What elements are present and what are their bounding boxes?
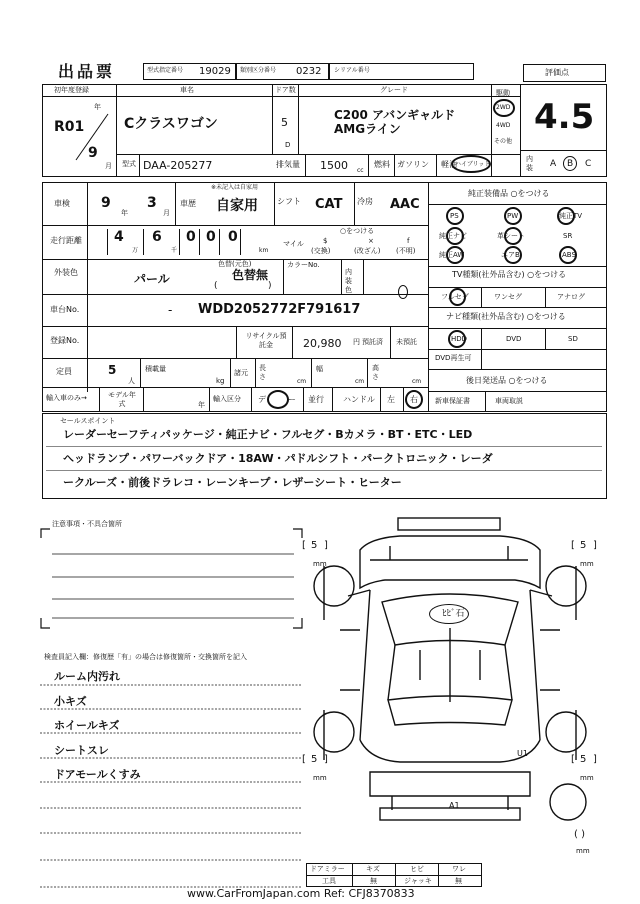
color-label: 外装色 <box>54 268 78 277</box>
capacity-value: 5 <box>108 363 117 377</box>
dvd-label: DVD再生可 <box>435 354 472 362</box>
notes-title: 注意事項・不具合箇所 <box>52 520 122 528</box>
equip-leather-circle <box>504 227 522 245</box>
drive-2wd-circle <box>493 99 515 117</box>
score-label: 評価点 <box>545 68 569 77</box>
form-title: 出品票 <box>58 62 116 81</box>
import-de: デ <box>258 395 266 404</box>
accessory-warranty: 新車保証書 <box>435 397 470 405</box>
fuel-label: 燃料 <box>374 160 390 169</box>
history-value: 自家用 <box>216 198 258 214</box>
car-diagram <box>300 510 600 840</box>
equip-aw: 純正AW <box>439 251 465 259</box>
length-label: 長さ <box>259 364 266 381</box>
accessory-title: 後日発送品 ○をつける <box>466 376 548 385</box>
equip-aw-circle <box>446 246 464 264</box>
equip-sr: SR <box>563 232 573 240</box>
legend-mirror: ドアミラー <box>310 865 345 873</box>
navi-hdd-circle <box>448 330 466 348</box>
displacement-unit: cc <box>357 167 364 174</box>
interior-label: 内装 <box>526 155 533 172</box>
legend-jack-value: 無 <box>455 877 462 885</box>
rear-mark-u1: U1 <box>517 749 528 758</box>
score-value: 4.5 <box>534 97 595 137</box>
legend-scratch: キズ <box>366 865 380 873</box>
equip-airbag: エアB <box>501 251 520 259</box>
model-value: DAA-205277 <box>143 159 213 172</box>
length-unit: cm <box>297 378 307 385</box>
recycle-value: 20,980 <box>303 337 342 350</box>
tread-fl-open: [ <box>302 540 306 551</box>
month: 9 <box>88 145 98 161</box>
month-unit: 月 <box>105 162 112 170</box>
fuel-light: 軽油 <box>441 160 457 169</box>
interior-a: A <box>550 159 557 169</box>
meter-label-exchange: (交換) <box>311 247 331 255</box>
mileage-digit-2: 6 <box>152 229 162 245</box>
tread-rr-open: [ <box>571 754 575 765</box>
load-label: 積載量 <box>145 365 166 373</box>
import-dash: ー <box>288 395 296 404</box>
tread-fl-unit: mm <box>313 560 327 568</box>
tread-rl-unit: mm <box>313 774 327 782</box>
history-label: 車歴 <box>180 199 196 208</box>
equip-ps: PS <box>450 212 459 220</box>
class-label: 類別区分番号 <box>240 67 277 74</box>
navi-hdd: HDD <box>451 335 468 343</box>
doors-label: ドア数 <box>275 86 296 94</box>
grade-line-2: AMGライン <box>334 122 401 136</box>
model-label: 型式 <box>122 160 136 168</box>
tread-fl: 5 <box>311 540 318 551</box>
accessory-manual: 車両取説 <box>495 397 523 405</box>
shift-label: シフト <box>277 197 301 206</box>
handle-right-circle <box>405 390 423 409</box>
footer-watermark: www.CarFromJapan.com Ref: CFJ8370833 <box>187 887 415 900</box>
shift-value: CAT <box>315 197 343 212</box>
windshield-mark-circle <box>429 604 469 624</box>
handle-right: 右 <box>410 395 418 404</box>
width-unit: cm <box>355 378 365 385</box>
capacity-label: 定員 <box>56 367 72 376</box>
vin-label: 車台No. <box>50 305 80 314</box>
meter-label-tamper: (改ざん) <box>354 247 381 255</box>
fuel-hybrid-circle <box>451 155 491 173</box>
color-paren-close: ) <box>268 281 272 291</box>
tread-rr: 5 <box>580 754 587 765</box>
tread-fr-unit: mm <box>580 560 594 568</box>
spare-bracket: ( ) <box>574 829 585 840</box>
capacity-unit: 人 <box>128 377 135 385</box>
interior-c: C <box>585 159 592 169</box>
grade-line-1: C200 アバンギャルド <box>334 108 456 122</box>
height-unit: cm <box>412 378 422 385</box>
mileage-unit-sen: 千 <box>171 247 178 254</box>
selling-line-2: ヘッドランプ・パワーバックドア・18AW・パドルシフト・パークトロニック・レーダ <box>63 452 493 465</box>
shaken-year-unit: 年 <box>121 209 128 217</box>
recycle-unit: 円 <box>353 338 360 346</box>
tread-fl-close: ] <box>324 540 328 551</box>
equip-ps-circle <box>446 207 464 225</box>
doors-unit: D <box>285 141 291 149</box>
equip-navi: 純正ナビ <box>439 232 467 240</box>
tread-rl-open: [ <box>302 754 306 765</box>
car-name: Cクラスワゴン <box>124 116 218 132</box>
tread-fr-close: ] <box>593 540 597 551</box>
first-reg-label: 初年度登録 <box>54 86 89 94</box>
tread-fr: 5 <box>580 540 587 551</box>
interior-b: B <box>567 159 574 169</box>
equip-tv-circle <box>557 207 575 225</box>
color-value: パール <box>134 272 170 286</box>
shaken-month: 3 <box>147 195 157 211</box>
import-de-circle <box>267 390 289 409</box>
serial-label: シリアル番号 <box>334 67 370 74</box>
legend-jack: ジャッキ <box>404 877 432 885</box>
equip-airbag-circle <box>504 246 522 264</box>
shaken-label: 車検 <box>54 199 70 208</box>
drive-2wd: 2WD <box>496 104 511 111</box>
drive-4wd: 4WD <box>496 122 511 129</box>
mileage-digit-3: 0 <box>186 229 196 245</box>
drive-label: 駆動 <box>496 89 510 97</box>
year-unit: 年 <box>94 103 101 111</box>
fuel-hybrid: ハイブリッド <box>455 161 491 168</box>
mileage-digit-1: 4 <box>114 229 124 245</box>
vin-dash: - <box>168 303 173 317</box>
tv-fullseg-circle <box>449 288 466 306</box>
legend-crack: ヒビ <box>410 865 424 873</box>
displacement-value: 1500 <box>320 159 348 172</box>
note-item-4: シートスレ <box>54 744 109 757</box>
color-orig-label: 色替(元色) <box>218 260 252 268</box>
tread-rl: 5 <box>311 754 318 765</box>
navi-title: ナビ種類(社外品含む) ○をつける <box>446 312 566 321</box>
mileage-unit-km: km <box>259 247 269 254</box>
selling-line-1: レーダーセーフティパッケージ・純正ナビ・フルセグ・Bカメラ・BT・ETC・LED <box>63 428 473 441</box>
equip-tv: 純正TV <box>559 212 583 220</box>
cooler-value: AAC <box>390 197 420 212</box>
navi-dvd: DVD <box>506 335 522 343</box>
legend-tools-value: 無 <box>370 877 377 885</box>
import-label: 輸入車のみ→ <box>46 394 87 402</box>
mileage-digit-4: 0 <box>206 229 216 245</box>
history-note: ※未記入は自家用 <box>211 184 259 191</box>
lot-label: 型式指定番号 <box>147 67 184 74</box>
tv-fullseg: フルセグ <box>441 293 469 301</box>
meter-opt-unknown: f <box>407 237 410 245</box>
legend-tools: 工具 <box>322 877 336 885</box>
selling-label: セールスポイント <box>60 417 116 425</box>
inspector-label: 検査員記入欄：修復歴「有」の場合は修復箇所・交換箇所を記入 <box>44 653 247 661</box>
fuel-gasoline: ガソリン <box>397 160 429 169</box>
class-value: 0232 <box>296 66 322 77</box>
equip-pw: PW <box>507 212 519 220</box>
color-paren-open: ( <box>214 281 218 291</box>
notes-box <box>38 518 308 638</box>
recycle-label: リサイクル預託金 <box>245 332 287 349</box>
equip-navi-circle <box>446 227 464 245</box>
tread-rr-close: ] <box>593 754 597 765</box>
tread-rl-close: ] <box>324 754 328 765</box>
meter-opt-exchange: $ <box>323 237 328 245</box>
recycle-unpaid: 未預託 <box>396 338 417 346</box>
note-item-5: ドアモールくすみ <box>54 768 141 781</box>
handle-label: ハンドル <box>343 395 375 404</box>
equip-abs: ABS <box>562 251 576 259</box>
mileage-unit-man: 万 <box>132 247 139 254</box>
drive-other: その他 <box>494 138 513 145</box>
interior-color-label: 内装色 <box>345 268 352 294</box>
color-no-label: カラーNo. <box>287 261 320 269</box>
width-label: 幅 <box>316 365 323 373</box>
tv-analog: アナログ <box>557 293 585 301</box>
reg-no-label: 登録No. <box>50 336 80 345</box>
doors-value: 5 <box>281 116 288 129</box>
note-lines <box>36 660 306 892</box>
car-name-label: 車名 <box>180 86 194 94</box>
model-year-suffix: 年 <box>198 401 205 409</box>
spare-unit: mm <box>576 847 590 855</box>
selling-line-3: ークルーズ・前後ドラレコ・レーンキープ・レザーシート・ヒーター <box>63 476 402 489</box>
note-item-3: ホイールキズ <box>54 719 120 732</box>
size-label: 諸元 <box>234 369 248 377</box>
import-type-label: 輸入区分 <box>213 395 241 403</box>
handle-left: 左 <box>387 395 395 404</box>
meter-opt-tamper: × <box>368 237 374 245</box>
load-unit: kg <box>216 377 225 385</box>
shaken-month-unit: 月 <box>163 209 170 217</box>
lot-value: 19029 <box>199 66 231 77</box>
note-item-1: ルーム内汚れ <box>54 670 120 683</box>
navi-sd: SD <box>568 335 578 343</box>
rear-mark-a1: A1 <box>449 801 460 810</box>
import-parallel: 並行 <box>308 395 324 404</box>
interior-b-circle <box>563 156 577 171</box>
tv-oneseg: ワンセグ <box>494 293 522 301</box>
equip-abs-circle <box>559 246 577 264</box>
meter-note: ○をつける <box>340 227 375 235</box>
windshield-mark: ﾋﾋﾞ石 <box>442 609 465 619</box>
color-circle-mark <box>398 285 408 299</box>
mileage-digit-5: 0 <box>228 229 238 245</box>
note-item-2: 小キズ <box>54 695 87 708</box>
vin-value: WDD2052772F791617 <box>198 302 361 317</box>
cooler-label: 冷房 <box>357 197 373 206</box>
recycle-paid: 預託済 <box>362 338 383 346</box>
color-change: 色替無 <box>232 268 269 282</box>
model-year-label: モデル年式 <box>108 391 136 408</box>
mileage-label: 走行距離 <box>50 236 82 245</box>
era-year: R01 <box>54 119 85 135</box>
equip-leather: 革シート <box>497 232 525 240</box>
tv-title: TV種類(社外品含む) ○をつける <box>452 270 567 279</box>
displacement-label: 排気量 <box>276 160 300 169</box>
tread-rr-unit: mm <box>580 774 594 782</box>
meter-label: マイル <box>283 240 304 248</box>
tread-fr-open: [ <box>571 540 575 551</box>
equip-pw-circle <box>504 207 522 225</box>
height-label: 高さ <box>372 364 379 381</box>
meter-label-unknown: (不明) <box>396 247 416 255</box>
equipment-title: 純正装備品 ○をつける <box>468 189 550 198</box>
shaken-year: 9 <box>101 195 111 211</box>
grade-label: グレード <box>380 86 408 94</box>
legend-break: ワレ <box>452 865 466 873</box>
